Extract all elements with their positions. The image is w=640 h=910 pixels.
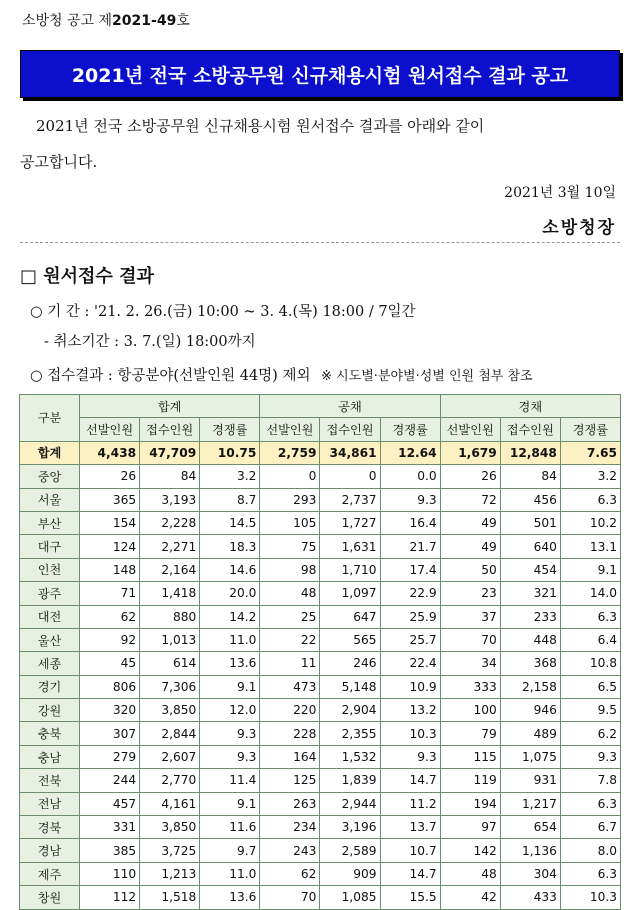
cell: 15.5 [380,886,440,909]
row-region: 인천 [20,558,80,581]
table-row [20,652,621,675]
cell: 105 [260,511,320,534]
table-row [20,816,621,839]
table-row [20,488,621,511]
cell: 22.4 [380,652,440,675]
cell: 333 [440,675,500,698]
cell: 13.2 [380,699,440,722]
cell: 909 [320,862,380,885]
cell: 640 [500,535,560,558]
cell: 72 [440,488,500,511]
cell: 11.0 [200,862,260,885]
table-row [20,535,621,558]
cell: 98 [260,558,320,581]
cell: 1,075 [500,745,560,768]
page-title: 2021년 전국 소방공무원 신규채용시험 원서접수 결과 공고 [20,50,620,98]
cell: 1,213 [140,862,200,885]
divider [20,242,620,243]
section-heading: □ 원서접수 결과 [20,266,154,287]
table-row [20,465,621,488]
cell: 1,710 [320,558,380,581]
cell: 228 [260,722,320,745]
cell: 70 [440,628,500,651]
cell: 320 [80,699,140,722]
row-region: 경북 [20,816,80,839]
table-row [20,582,621,605]
cell: 489 [500,722,560,745]
cell: 647 [320,605,380,628]
cell: 10.3 [560,886,620,909]
cell: 6.3 [560,792,620,815]
cell: 34 [440,652,500,675]
cell: 12,848 [500,441,560,464]
cell: 433 [500,886,560,909]
cell: 1,418 [140,582,200,605]
table-row [20,839,621,862]
row-region: 광주 [20,582,80,605]
cell: 20.0 [200,582,260,605]
cell: 9.1 [200,792,260,815]
table-row [20,628,621,651]
body-line-1: 2021년 전국 소방공무원 신규채용시험 원서접수 결과를 아래와 같이 [36,117,485,135]
cell: 293 [260,488,320,511]
cell: 25.9 [380,605,440,628]
col-header: 접수인원 [500,418,560,441]
cell: 115 [440,745,500,768]
cell: 304 [500,862,560,885]
cell: 233 [500,605,560,628]
cell: 12.64 [380,441,440,464]
notice-date: 2021년 3월 10일 [504,185,616,201]
cell: 3,850 [140,699,200,722]
cell: 125 [260,769,320,792]
cell: 3.2 [560,465,620,488]
cell: 365 [80,488,140,511]
issuer: 소방청장 [542,218,616,238]
cancel-period-line: - 취소기간 : 3. 7.(일) 18:00까지 [44,334,256,350]
col-header: 경쟁률 [560,418,620,441]
row-region: 제주 [20,862,80,885]
col-header: 선발인원 [440,418,500,441]
table-row [20,699,621,722]
cell: 62 [80,605,140,628]
cell: 11.4 [200,769,260,792]
cell: 307 [80,722,140,745]
cell: 9.3 [380,488,440,511]
cell: 84 [500,465,560,488]
cell: 97 [440,816,500,839]
cell: 14.7 [380,769,440,792]
result-text: ○ 접수결과 : 항공분야(선발인원 44명) 제외 [30,368,311,384]
cell: 10.3 [380,722,440,745]
cell: 10.75 [200,441,260,464]
cell: 48 [440,862,500,885]
cell: 2,164 [140,558,200,581]
cell: 124 [80,535,140,558]
cell: 2,607 [140,745,200,768]
cell: 244 [80,769,140,792]
cell: 84 [140,465,200,488]
row-region: 세종 [20,652,80,675]
col-header: 경쟁률 [380,418,440,441]
table-row [20,558,621,581]
cell: 9.1 [200,675,260,698]
cell: 2,944 [320,792,380,815]
cell: 331 [80,816,140,839]
cell: 6.4 [560,628,620,651]
cell: 1,532 [320,745,380,768]
row-region: 부산 [20,511,80,534]
cell: 49 [440,535,500,558]
cell: 2,589 [320,839,380,862]
cell: 7.65 [560,441,620,464]
cell: 263 [260,792,320,815]
cell: 1,727 [320,511,380,534]
cell: 42 [440,886,500,909]
cell: 164 [260,745,320,768]
cell: 62 [260,862,320,885]
cell: 1,136 [500,839,560,862]
cell: 8.0 [560,839,620,862]
cell: 1,217 [500,792,560,815]
cell: 48 [260,582,320,605]
cell: 70 [260,886,320,909]
cell: 13.7 [380,816,440,839]
cell: 279 [80,745,140,768]
cell: 1,518 [140,886,200,909]
col-header: 선발인원 [80,418,140,441]
row-region: 충남 [20,745,80,768]
cell: 26 [440,465,500,488]
cell: 16.4 [380,511,440,534]
group-header-open: 공채 [260,395,440,418]
cell: 457 [80,792,140,815]
cell: 11.6 [200,816,260,839]
cell: 2,228 [140,511,200,534]
cell: 931 [500,769,560,792]
cell: 220 [260,699,320,722]
cell: 9.3 [200,745,260,768]
cell: 71 [80,582,140,605]
cell: 2,759 [260,441,320,464]
region-header: 구분 [20,395,80,442]
cell: 654 [500,816,560,839]
cell: 10.9 [380,675,440,698]
cell: 100 [440,699,500,722]
cell: 45 [80,652,140,675]
row-region: 울산 [20,628,80,651]
row-region: 합계 [20,441,80,464]
cell: 880 [140,605,200,628]
table-row [20,745,621,768]
cell: 2,271 [140,535,200,558]
results-table [19,394,621,910]
row-region: 전북 [20,769,80,792]
cell: 12.0 [200,699,260,722]
cell: 11 [260,652,320,675]
row-region: 대전 [20,605,80,628]
cell: 7.8 [560,769,620,792]
cell: 2,737 [320,488,380,511]
cell: 4,161 [140,792,200,815]
cell: 501 [500,511,560,534]
cell: 448 [500,628,560,651]
result-note: ※ 시도별·분야별·성별 인원 첨부 참조 [321,369,533,384]
notice-number: 소방청 공고 제2021-49호 [22,13,190,29]
cell: 9.3 [200,722,260,745]
cell: 25.7 [380,628,440,651]
cell: 112 [80,886,140,909]
cell: 9.1 [560,558,620,581]
cell: 14.2 [200,605,260,628]
col-header: 선발인원 [260,418,320,441]
cell: 14.0 [560,582,620,605]
table-row [20,886,621,909]
table-row [20,722,621,745]
cell: 22 [260,628,320,651]
body-line-2: 공고합니다. [20,153,98,171]
cell: 9.3 [380,745,440,768]
cell: 1,085 [320,886,380,909]
cell: 47,709 [140,441,200,464]
cell: 6.3 [560,862,620,885]
cell: 18.3 [200,535,260,558]
cell: 110 [80,862,140,885]
row-region: 경남 [20,839,80,862]
body-text [20,108,620,180]
cell: 1,839 [320,769,380,792]
row-region: 서울 [20,488,80,511]
cell: 22.9 [380,582,440,605]
cell: 13.1 [560,535,620,558]
cell: 0 [260,465,320,488]
cell: 1,679 [440,441,500,464]
cell: 75 [260,535,320,558]
row-region: 충북 [20,722,80,745]
cell: 23 [440,582,500,605]
group-header-total: 합계 [80,395,260,418]
cell: 11.0 [200,628,260,651]
cell: 6.3 [560,488,620,511]
cell: 1,013 [140,628,200,651]
cell: 3,193 [140,488,200,511]
row-region: 강원 [20,699,80,722]
cell: 946 [500,699,560,722]
table-row [20,769,621,792]
cell: 0.0 [380,465,440,488]
cell: 119 [440,769,500,792]
col-header: 접수인원 [320,418,380,441]
cell: 246 [320,652,380,675]
cell: 79 [440,722,500,745]
cell: 50 [440,558,500,581]
cell: 14.5 [200,511,260,534]
cell: 142 [440,839,500,862]
cell: 9.3 [560,745,620,768]
cell: 9.7 [200,839,260,862]
cell: 34,861 [320,441,380,464]
row-region: 중앙 [20,465,80,488]
cell: 17.4 [380,558,440,581]
cell: 321 [500,582,560,605]
group-header-career: 경채 [440,395,620,418]
row-region: 창원 [20,886,80,909]
col-header: 접수인원 [140,418,200,441]
cell: 2,158 [500,675,560,698]
cell: 10.7 [380,839,440,862]
cell: 2,844 [140,722,200,745]
cell: 6.5 [560,675,620,698]
cell: 9.5 [560,699,620,722]
table-row [20,792,621,815]
cell: 11.2 [380,792,440,815]
cell: 454 [500,558,560,581]
cell: 5,148 [320,675,380,698]
row-region: 경기 [20,675,80,698]
cell: 1,097 [320,582,380,605]
cell: 49 [440,511,500,534]
row-region: 대구 [20,535,80,558]
col-header: 경쟁률 [200,418,260,441]
cell: 148 [80,558,140,581]
cell: 13.6 [200,886,260,909]
cell: 385 [80,839,140,862]
cell: 4,438 [80,441,140,464]
cell: 3,850 [140,816,200,839]
cell: 21.7 [380,535,440,558]
cell: 10.2 [560,511,620,534]
table-row-total [20,441,621,464]
cell: 92 [80,628,140,651]
cell: 10.8 [560,652,620,675]
cell: 194 [440,792,500,815]
cell: 154 [80,511,140,534]
result-line [30,364,533,385]
row-region: 전남 [20,792,80,815]
cell: 806 [80,675,140,698]
cell: 2,904 [320,699,380,722]
cell: 473 [260,675,320,698]
cell: 3,196 [320,816,380,839]
cell: 26 [80,465,140,488]
cell: 6.2 [560,722,620,745]
cell: 13.6 [200,652,260,675]
cell: 25 [260,605,320,628]
cell: 0 [320,465,380,488]
cell: 614 [140,652,200,675]
cell: 2,770 [140,769,200,792]
cell: 234 [260,816,320,839]
cell: 14.7 [380,862,440,885]
cell: 243 [260,839,320,862]
cell: 1,631 [320,535,380,558]
cell: 368 [500,652,560,675]
cell: 565 [320,628,380,651]
cell: 14.6 [200,558,260,581]
table-row [20,862,621,885]
cell: 8.7 [200,488,260,511]
cell: 2,355 [320,722,380,745]
table-row [20,675,621,698]
cell: 6.3 [560,605,620,628]
cell: 3,725 [140,839,200,862]
cell: 3.2 [200,465,260,488]
table-row [20,511,621,534]
period-line: ○ 기 간 : '21. 2. 26.(금) 10:00 ~ 3. 4.(목) 18:00 / 7일간 [30,304,416,320]
cell: 6.7 [560,816,620,839]
cell: 37 [440,605,500,628]
cell: 7,306 [140,675,200,698]
table-row [20,605,621,628]
cell: 456 [500,488,560,511]
